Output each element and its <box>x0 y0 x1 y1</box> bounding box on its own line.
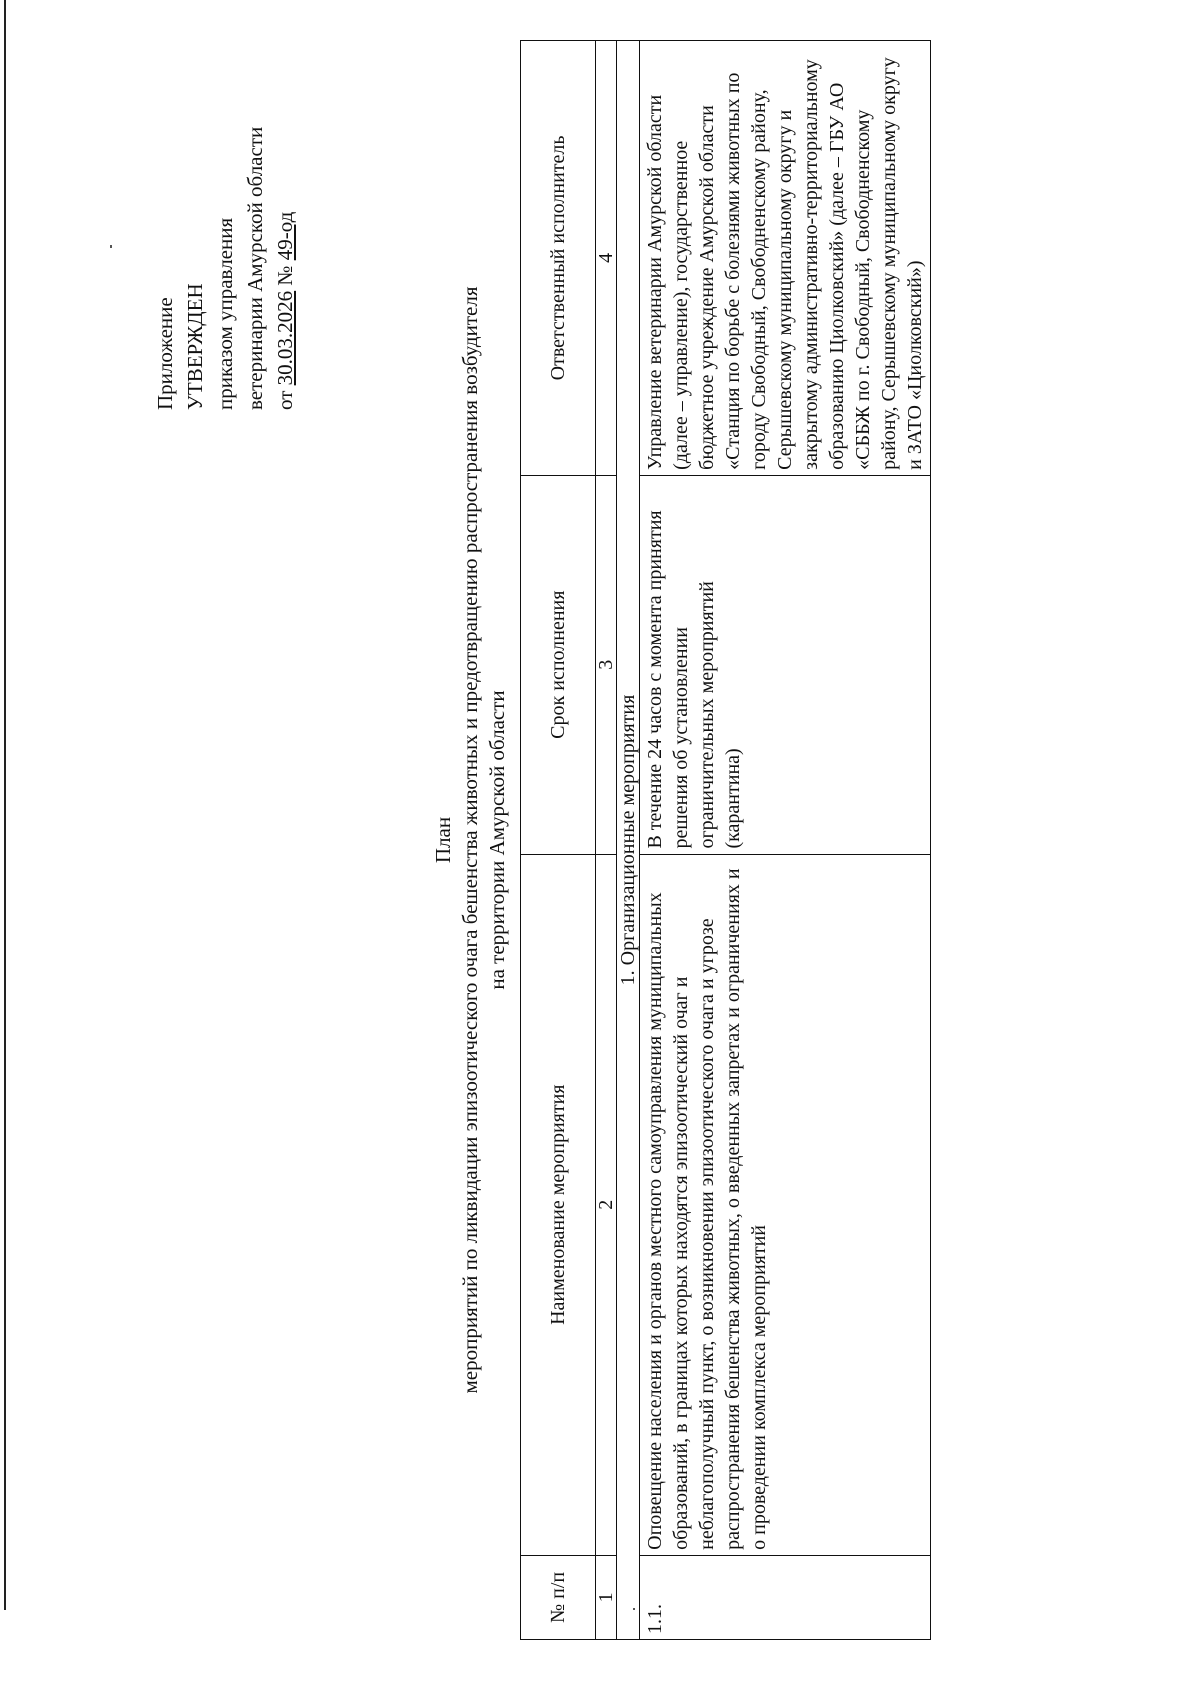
row-deadline: В течение 24 часов с момента принятия решения об установлении ограничительных мероприятий (карантина) <box>640 475 931 854</box>
order-date: 30.03.2026 <box>273 290 297 386</box>
appendix-label: Приложение <box>153 297 177 410</box>
column-number: 1 <box>596 1555 617 1639</box>
table-header-row <box>521 41 596 1640</box>
page-edge-line <box>4 0 6 1610</box>
section-title: 1. Организационные мероприятия <box>617 41 640 1640</box>
order-label: приказом управления <box>213 217 237 410</box>
document-title <box>430 40 511 1640</box>
title-line-2: на территории Амурской области <box>485 690 509 990</box>
plan-table <box>520 40 931 1640</box>
order-date-line: от 30.03.2026 № 49-од <box>273 211 297 410</box>
approval-stamp <box>150 80 300 410</box>
column-number: 3 <box>596 475 617 854</box>
header-deadline: Срок исполнения <box>521 475 596 854</box>
approved-label: УТВЕРЖДЕН <box>183 283 207 410</box>
column-number-row <box>596 41 617 1640</box>
rotated-page-content <box>130 40 1050 1640</box>
column-number: 2 <box>596 854 617 1555</box>
scan-speck <box>110 245 112 248</box>
header-number: № п/п <box>521 1555 596 1639</box>
row-responsible: Управление ветеринарии Амурской области (далее – управление), государственное бюджетное учреждение Амурской области «Станция по борьбе с болезнями животных по городу Свободный, Свободненскому району, Серышевскому муниципальному округу и закрытому административно-территориальному образованию Циолковский» (далее – ГБУ АО «СББЖ по г. Свободный, Свободненскому району, Серышевскому муниципальному округу и ЗАТО «Циолковский») <box>640 41 931 476</box>
table-row <box>640 41 931 1640</box>
row-number: 1.1. <box>640 1555 931 1639</box>
title-line-1: мероприятий по ликвидации эпизоотического очага бешенства животных и предотвращению распространения возбудителя <box>458 286 482 1394</box>
column-number: 4 <box>596 41 617 476</box>
title-word: План <box>431 816 455 864</box>
header-name: Наименование мероприятия <box>521 854 596 1555</box>
section-row <box>617 41 640 1640</box>
department-label: ветеринарии Амурской области <box>243 126 267 410</box>
row-name: Оповещение населения и органов местного самоуправления муниципальных образований, в границах которых находятся эпизоотический очаг и неблагополучный пункт, о возникновении эпизоотического очага и угрозе распространения бешенства животных, о введенных запретах и ограничениях и о проведении комплекса мероприятий <box>640 854 931 1555</box>
header-responsible: Ответственный исполнитель <box>521 41 596 476</box>
order-number: 49-од <box>273 211 297 261</box>
